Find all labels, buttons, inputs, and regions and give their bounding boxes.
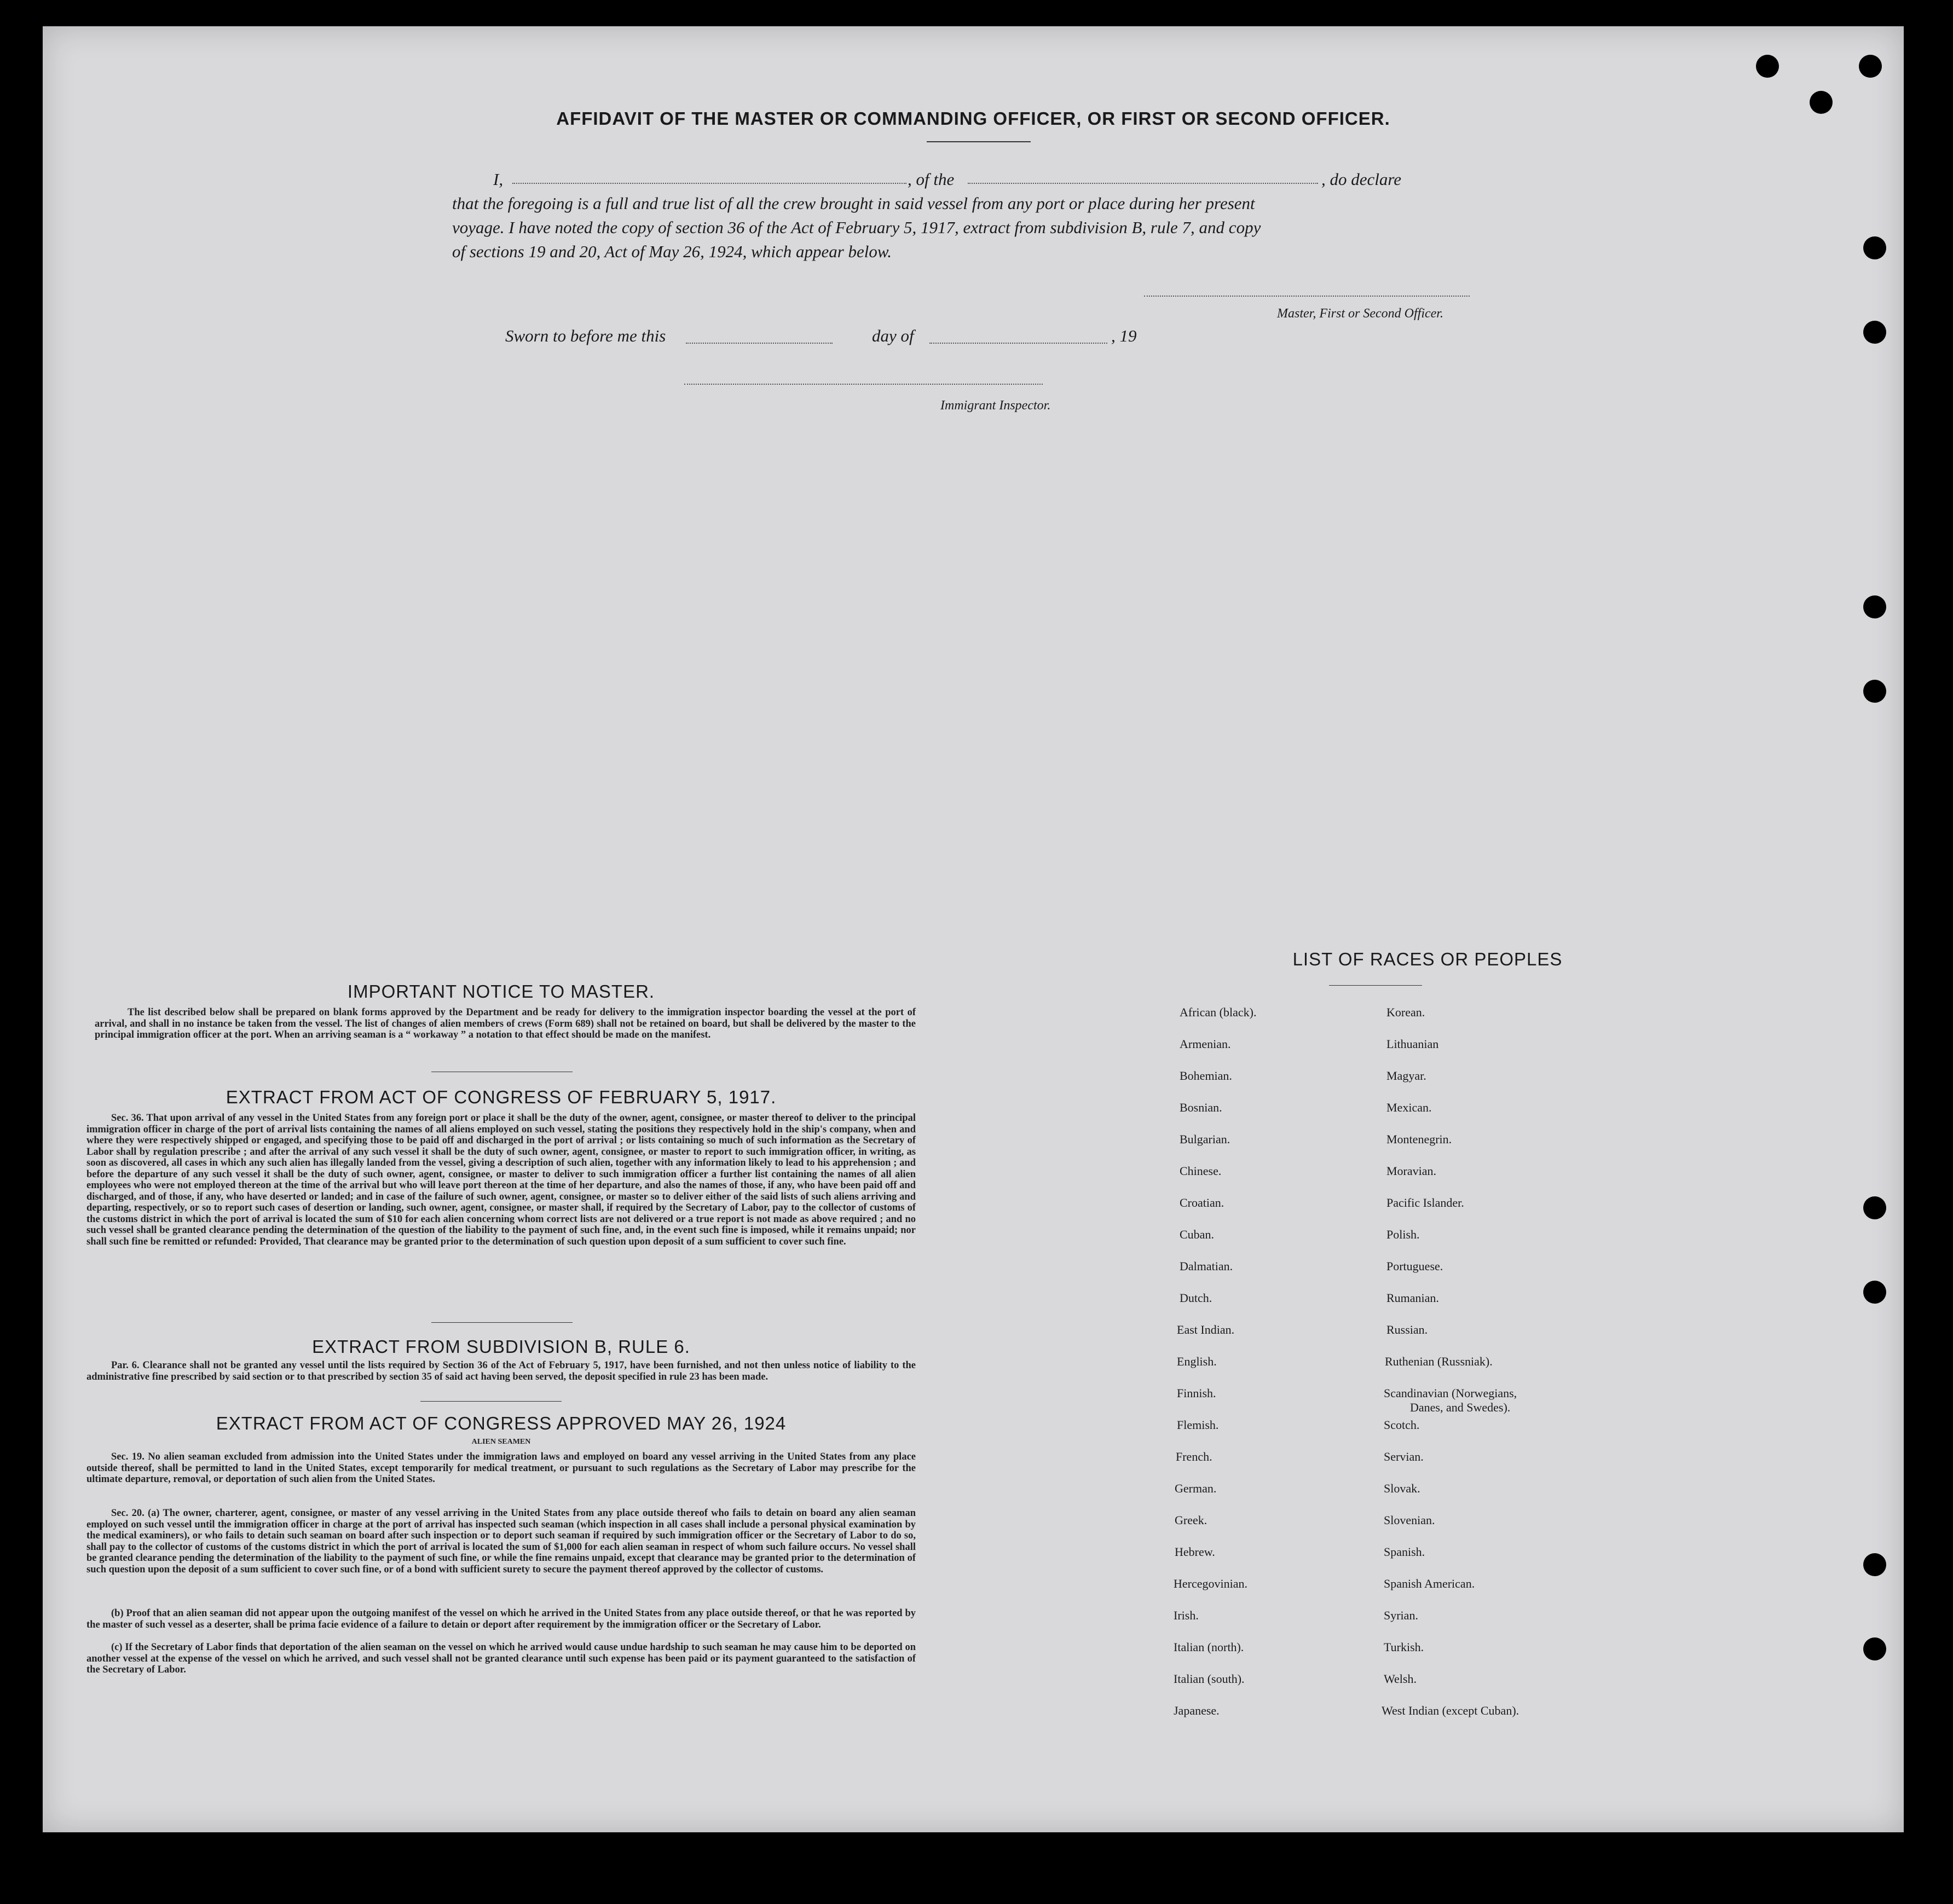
extract-1917-title: EXTRACT FROM ACT OF CONGRESS OF FEBRUARY 5, 1917. [226,1087,777,1107]
race-item: Finnish. [1177,1386,1216,1400]
race-item: Servian. [1384,1450,1424,1463]
race-item: West Indian (except Cuban). [1382,1704,1519,1717]
day-of-label: day of [872,326,914,345]
race-item: East Indian. [1177,1323,1235,1336]
notice-body: The list described below shall be prepared on blank forms approved by the Department and be ready for delivery to the immigration inspector boarding the vessel at the port of arrival, and shall in no instance be taken from the vessel. The list of changes of alien members of crews (Form 689) shall not be retained on board, but shall be delivered by the master to the principal immigration officer at the port. When an arriving seaman is a “ workaway ” a notation to that effect should be made on the manifest. [95,1007,916,1040]
notice-title: IMPORTANT NOTICE TO MASTER. [347,981,655,1002]
race-item: Montenegrin. [1386,1132,1452,1146]
month-field[interactable] [929,343,1107,344]
master-signature-line[interactable] [1144,296,1470,297]
race-item: Mexican. [1386,1101,1432,1114]
title-divider [927,141,1031,142]
race-item: English. [1177,1355,1217,1368]
form-page [43,26,1904,1832]
race-item: Japanese. [1174,1704,1220,1717]
inspector-signature-line[interactable] [684,384,1043,385]
sworn-label: Sworn to before me this [505,326,666,345]
master-caption: Master, First or Second Officer. [1277,306,1443,321]
punch-hole [1863,680,1886,703]
affidavit-title: AFFIDAVIT OF THE MASTER OR COMMANDING OFFICER, OR FIRST OR SECOND OFFICER. [556,108,1390,129]
race-item: Pacific Islander. [1386,1196,1464,1209]
race-item: Scandinavian (Norwegians, [1384,1386,1517,1400]
name-field[interactable] [512,183,906,184]
punch-hole [1863,1196,1886,1219]
race-item: Rumanian. [1386,1291,1439,1305]
day-field[interactable] [686,343,833,344]
year-label: , 19 [1111,326,1137,345]
races-divider [1329,985,1422,986]
race-item: Bohemian. [1180,1069,1232,1083]
punch-hole [1863,321,1886,344]
declaration-line: that the foregoing is a full and true list of all the crew brought in said vessel from any port or place during her present [452,194,1255,213]
subdivision-body: Par. 6. Clearance shall not be granted any vessel until the lists required by Section 36 of the Act of February 5, 1917, have been furnished, and not then unless notice of liability to the administrative fine prescribed by said section or to that prescribed by section 35 of said act having been served, the deposit specified in rule 23 has been made. [86,1360,916,1382]
race-item: Slovak. [1384,1481,1420,1495]
race-item: Bosnian. [1180,1101,1222,1114]
race-item: Magyar. [1386,1069,1426,1083]
vessel-field[interactable] [968,183,1318,184]
race-item: Hebrew. [1175,1545,1215,1559]
race-item: Korean. [1386,1005,1425,1019]
extract-1924-sec20a: Sec. 20. (a) The owner, charterer, agent, consignee, or master of any vessel arriving in the United States from any place outside thereof who fails to detain on board any alien seaman employed on such vessel until the immigration officer in charge at the port of arrival has inspected such seaman (which inspection in all cases shall include a personal physical examination by the medical examiners), or who fails to detain such seaman on board after such inspection or to deport such seaman if required by such immigration officer or the Secretary of Labor to do so, shall pay to the collector of customs of the customs district in which the port of arrival is located the sum of $1,000 for each alien seaman in respect of whom such failure occurs. No vessel shall be granted clearance pending the determination of the liability to the payment of such fine, or while the fine remains unpaid, except that clearance may be granted prior to the determination of such question upon the deposit of a sum sufficient to cover such fine, or of a bond with sufficient surety to secure the payment thereof approved by the collector of customs. [86,1508,916,1575]
race-item: German. [1175,1481,1217,1495]
punch-hole [1859,55,1882,78]
punch-hole [1863,1553,1886,1576]
race-item: Greek. [1175,1513,1207,1527]
race-item: Polish. [1386,1228,1420,1241]
race-item: Croatian. [1180,1196,1224,1209]
declaration-line: of sections 19 and 20, Act of May 26, 1924, which appear below. [452,242,892,261]
race-item: Slovenian. [1384,1513,1435,1527]
punch-hole [1863,1637,1886,1660]
race-item: Spanish. [1384,1545,1425,1559]
race-item: Portuguese. [1386,1259,1443,1273]
race-item: Dalmatian. [1180,1259,1233,1273]
race-item: Scotch. [1384,1418,1420,1432]
race-item: Italian (south). [1174,1672,1245,1686]
race-item: Irish. [1174,1608,1199,1622]
extract-1917-body: Sec. 36. That upon arrival of any vessel in the United States from any foreign port or place it shall be the duty of the owner, agent, consignee, or master thereof to deliver to the principal immigration officer in charge of the port of arrival lists containing the names of all aliens employed on such vessel, stating the positions they respectively hold in the ship's company, when and where they were respectively shipped or engaged, and specifying those to be paid off and discharged in the port of arrival ; or lists containing so much of such information as the Secretary of Labor shall by regulation prescribe ; and after the arrival of any such vessel it shall be the duty of such owner, agent, consignee, or master to report to such immigration officer, in writing, as soon as discovered, all cases in which any such alien has illegally landed from the vessel, giving a description of such alien, together with any information likely to lead to his apprehension ; and before the departure of any such vessel it shall be the duty of such owner, agent, consignee, or master to deliver to such immigration officer a further list containing the names of all alien employees who were not employed thereon at the time of the arrival but who will leave port thereon at the time of her departure, and also the names of those, if any, who have been paid off and discharged, and of those, if any, who have deserted or landed; and in case of the failure of such owner, agent, consignee, or master so to deliver either of the said lists of such aliens arriving and departing, respectively, or so to report such cases of desertion or landing, such owner, agent, consignee, or master shall, if required by the Secretary of Labor, pay to the collector of customs of the customs district in which the port of arrival is located the sum of $10 for each alien concerning whom correct lists are not delivered or a true report is not made as above required ; and no such vessel shall be granted clearance pending the determination of the question of the liability to the payment of such fine, and, in the event such fine is imposed, while it remains unpaid; nor shall such fine be remitted or refunded: Provided, That clearance may be granted prior to the determination of such question upon deposit of a sum sufficient to cover such fine. [86,1113,916,1247]
declaration-line: voyage. I have noted the copy of section 36 of the Act of February 5, 1917, extract from subdivision B, rule 7, and copy [452,218,1261,237]
i-label: I, [493,170,504,189]
punch-hole [1863,595,1886,618]
race-item: Cuban. [1180,1228,1214,1241]
race-item: Syrian. [1384,1608,1418,1622]
declaration-first-line [452,167,1536,192]
extract-1924-title: EXTRACT FROM ACT OF CONGRESS APPROVED MAY 26, 1924 [216,1413,787,1433]
race-item: Welsh. [1384,1672,1417,1686]
declaration [452,167,1536,264]
section-divider [420,1401,562,1402]
race-item: Hercegovinian. [1174,1577,1247,1590]
race-item: Moravian. [1386,1164,1437,1178]
section-divider [431,1322,573,1323]
race-item: Turkish. [1384,1640,1424,1654]
extract-1924-sec20c: (c) If the Secretary of Labor finds that deportation of the alien seaman on the vessel on which he arrived would cause undue hardship to such seaman he may cause him to be deported on another vessel at the expense of the vessel on which he arrived, and such vessel shall not be granted clearance until such expense has been paid or its payment guaranteed to the satisfaction of the Secretary of Labor. [86,1642,916,1675]
punch-hole [1863,1281,1886,1304]
subdivision-title: EXTRACT FROM SUBDIVISION B, RULE 6. [312,1336,690,1357]
race-item: Bulgarian. [1180,1132,1230,1146]
race-item: Chinese. [1180,1164,1222,1178]
alien-seamen-subtitle: ALIEN SEAMEN [471,1438,531,1446]
extract-1924-sec20b: (b) Proof that an alien seaman did not appear upon the outgoing manifest of the vessel on which he arrived in the United States from any place outside thereof, or that he was reported by the master of such vessel as a deserter, shall be prima facie evidence of a failure to detain or deport after requirement by the immigration officer or the Secretary of Labor. [86,1608,916,1630]
race-item: Spanish American. [1384,1577,1475,1590]
race-item: Danes, and Swedes). [1410,1400,1511,1414]
race-item: Lithuanian [1386,1037,1439,1051]
of-the-label: , of the [908,170,955,189]
race-item: African (black). [1180,1005,1257,1019]
race-item: Flemish. [1177,1418,1219,1432]
punch-hole [1756,55,1779,78]
race-item: Ruthenian (Russniak). [1385,1355,1493,1368]
race-item: Russian. [1386,1323,1428,1336]
race-item: Armenian. [1180,1037,1231,1051]
extract-1924-sec19: Sec. 19. No alien seaman excluded from admission into the United States under the immigration laws and employed on board any vessel arriving in the United States from any place outside thereof, shall be permitted to land in the United States, except temporarily for medical treatment, or pursuant to such regulations as the Secretary of Labor may prescribe for the ultimate departure, removal, or deportation of such alien from the United States. [86,1451,916,1485]
races-title: LIST OF RACES OR PEOPLES [1292,949,1563,969]
race-item: Dutch. [1180,1291,1212,1305]
do-declare-label: , do declare [1321,170,1402,189]
punch-hole [1863,236,1886,259]
race-item: Italian (north). [1174,1640,1244,1654]
race-item: French. [1176,1450,1212,1463]
inspector-caption: Immigrant Inspector. [940,398,1051,413]
